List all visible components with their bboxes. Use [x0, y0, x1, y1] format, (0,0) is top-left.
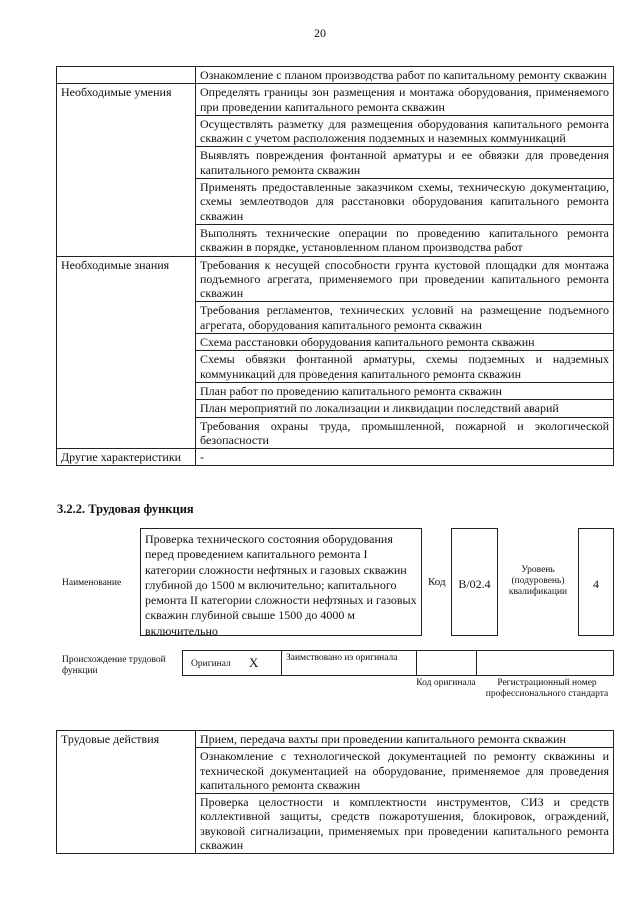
row-item: Ознакомление с планом производства работ по капитальному ремонту скважин — [196, 67, 614, 84]
code-caption: Код оригинала — [416, 678, 476, 688]
skills-knowledge-table — [56, 66, 614, 466]
row-item: Прием, передача вахты при проведении капитального ремонта скважин — [196, 731, 614, 748]
code-value: B/02.4 — [458, 577, 491, 591]
row-item: План мероприятий по локализации и ликвидации последствий аварий — [196, 400, 614, 417]
row-item: Определять границы зон размещения и монтажа оборудования, применяемого при проведении капитального ремонта скважин — [196, 84, 614, 116]
row-item: Схемы обвязки фонтанной арматуры, схемы подземных и надземных коммуникаций для проведения капитального ремонта скважин — [196, 351, 614, 383]
row-label: Другие характеристики — [57, 449, 196, 466]
row-item: Требования регламентов, технических условий на размещение подъемного агрегата, оборудования капитального ремонта скважин — [196, 302, 614, 334]
level-label: Уровень (подуровень) квалификации — [508, 565, 568, 597]
original-mark: X — [249, 655, 259, 670]
level-value: 4 — [593, 577, 599, 591]
table-row — [57, 67, 614, 84]
row-item: Применять предоставленные заказчиком схемы, техническую документацию, схемы землеотводов для расстановки оборудования капитального ремонта скважин — [196, 179, 614, 225]
row-item: Ознакомление с технологической документацией по ремонту скважины и технической документацией на оборудование, применяемое для проведения капитального ремонта скважин — [196, 748, 614, 794]
row-label: Необходимые знания — [57, 256, 196, 449]
section-heading: 3.2.2. Трудовая функция — [57, 502, 194, 516]
row-label: Необходимые умения — [57, 84, 196, 256]
borrowed-cell — [281, 650, 417, 676]
labor-actions-table — [56, 730, 614, 854]
table-row — [57, 449, 614, 466]
table-row — [57, 256, 614, 302]
function-name: Проверка технического состояния оборудования перед проведением капитального ремонта I категории сложности нефтяных и газовых скважин глубиной до 1500 м включительно; капитального ремонта II категории сложности нефтяных и газовых скважин глубиной свыше 1500 до 4000 м включительно — [145, 532, 417, 638]
page-number: 20 — [314, 26, 326, 40]
row-item: Проверка целостности и комплектности инструментов, СИЗ и средств коллективной защиты, средств пожаротушения, блокировок, ограждений, звуковой сигнализации, применяемых при проведении капитального ремонта скважин — [196, 794, 614, 854]
row-item: Требования охраны труда, промышленной, пожарной и экологической безопасности — [196, 417, 614, 449]
reg-caption: Регистрационный номер профессионального стандарта — [485, 678, 609, 699]
row-label: Трудовые действия — [57, 731, 196, 854]
table-row — [57, 731, 614, 748]
origin-label: Происхождение трудовой функции — [62, 655, 166, 676]
row-item: Требования к несущей способности грунта кустовой площадки для монтажа подъемного агрегата, применяемого при проведении капитального ремонта скважин — [196, 256, 614, 302]
code-box — [451, 528, 498, 636]
row-item: Выполнять технические операции по проведению капитального ремонта скважин в порядке, установленном планом производства работ — [196, 224, 614, 256]
reg-number-cell — [476, 650, 614, 676]
row-label — [57, 67, 196, 84]
code-label: Код — [428, 576, 446, 588]
row-item: Осуществлять разметку для размещения оборудования капитального ремонта скважин с учетом расположения подземных и наземных коммуникаций — [196, 115, 614, 147]
row-item: Выявлять повреждения фонтанной арматуры и ее обвязки для проведения капитального ремонта скважин — [196, 147, 614, 179]
function-name-box — [140, 528, 422, 636]
row-item: - — [196, 449, 614, 466]
original-label: Оригинал — [191, 659, 231, 669]
row-item: Схема расстановки оборудования капитального ремонта скважин — [196, 334, 614, 351]
borrowed-label: Заимствовано из оригинала — [286, 653, 398, 663]
name-label: Наименование — [62, 578, 122, 588]
row-item: План работ по проведению капитального ремонта скважин — [196, 382, 614, 399]
level-box — [578, 528, 614, 636]
original-cell — [182, 650, 282, 676]
original-code-cell — [416, 650, 477, 676]
table-row — [57, 84, 614, 116]
